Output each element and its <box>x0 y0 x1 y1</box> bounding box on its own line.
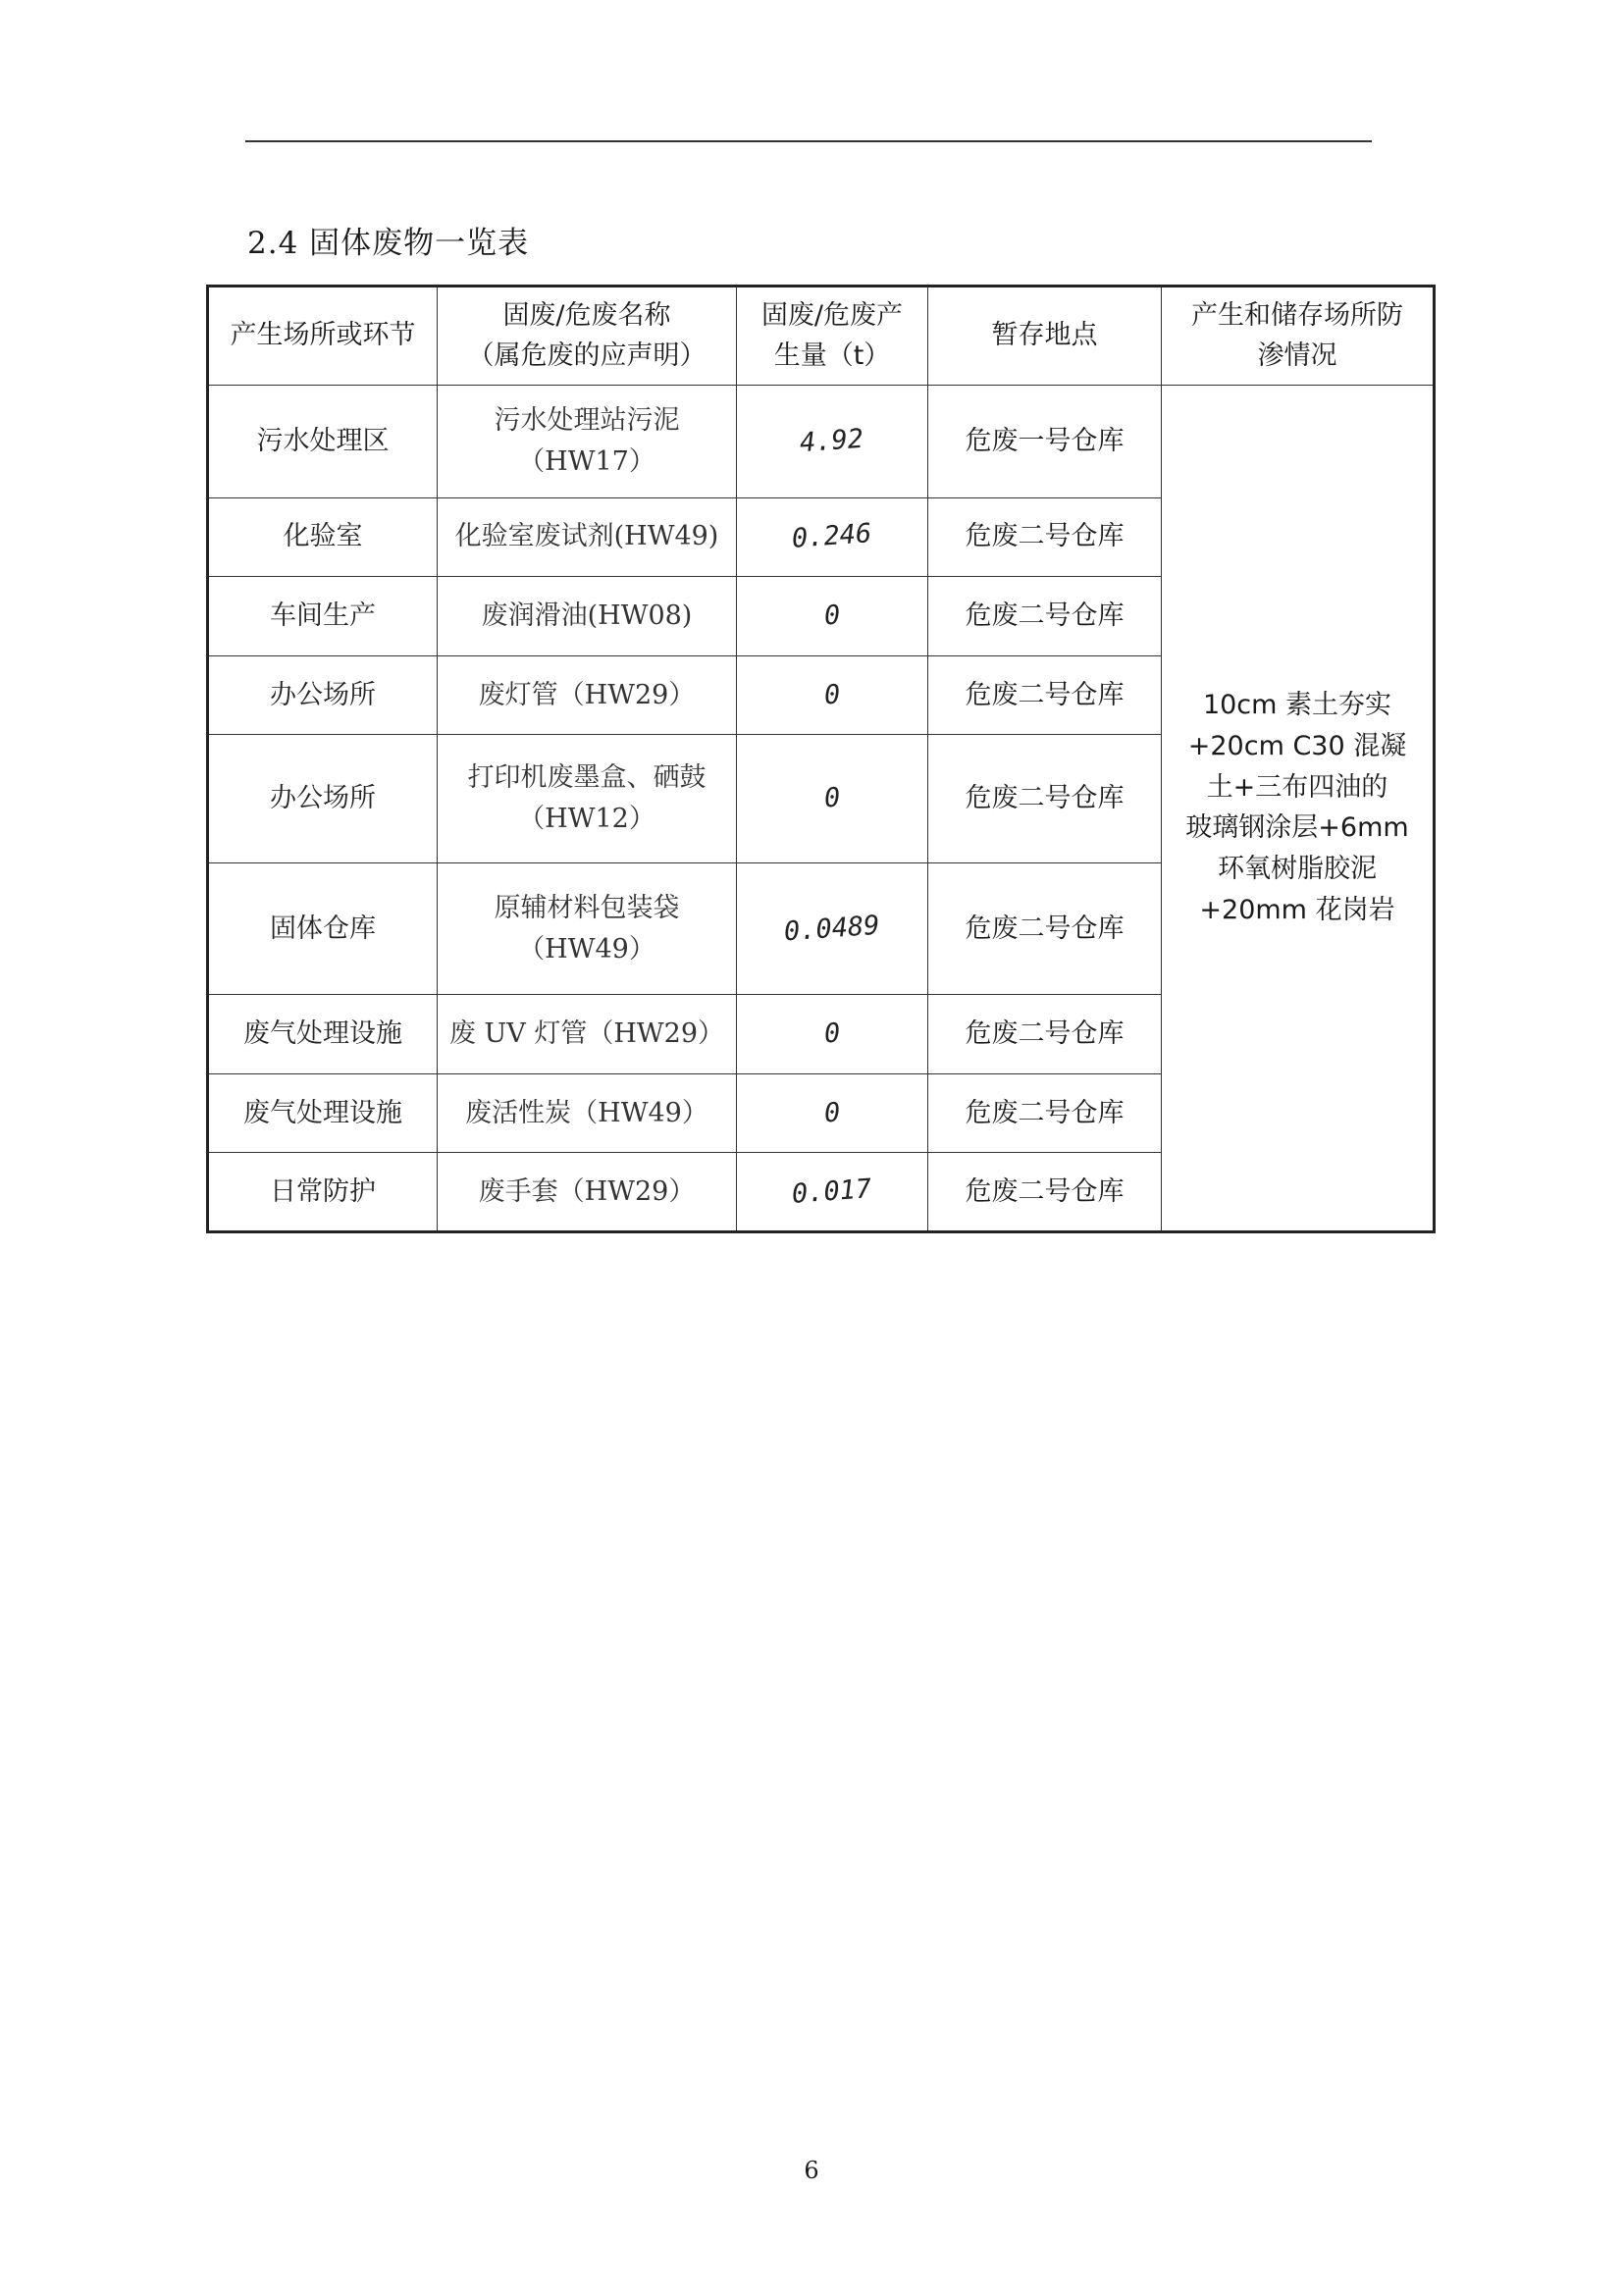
row-place: 废气处理设施 <box>208 1073 438 1153</box>
row-waste-name: 污水处理站污泥 （HW17） <box>438 385 737 497</box>
header-treatment: 产生和储存场所防 渗情况 <box>1162 287 1435 386</box>
row-place: 日常防护 <box>208 1153 438 1232</box>
header-location: 暂存地点 <box>928 287 1162 386</box>
row-amount: 0 <box>737 1073 928 1153</box>
row-waste-name: 打印机废墨盒、硒鼓 （HW12） <box>438 735 737 863</box>
row-storage-location: 危废二号仓库 <box>928 577 1162 656</box>
row-amount: 0 <box>737 995 928 1074</box>
row-place: 车间生产 <box>208 577 438 656</box>
row-amount: 0.246 <box>737 497 928 577</box>
row-waste-name: 废手套（HW29） <box>438 1153 737 1232</box>
row-waste-name: 废灯管（HW29） <box>438 655 737 735</box>
row-storage-location: 危废二号仓库 <box>928 995 1162 1074</box>
row-waste-name: 废活性炭（HW49） <box>438 1073 737 1153</box>
row-place: 化验室 <box>208 497 438 577</box>
solid-waste-table <box>206 285 1436 1233</box>
header-name: 固废/危废名称 （属危废的应声明） <box>438 287 737 386</box>
row-place: 办公场所 <box>208 655 438 735</box>
page-number: 6 <box>804 2157 819 2184</box>
row-storage-location: 危废二号仓库 <box>928 735 1162 863</box>
row-waste-name: 化验室废试剂(HW49) <box>438 497 737 577</box>
row-storage-location: 危废一号仓库 <box>928 385 1162 497</box>
section-title: 2.4 固体废物一览表 <box>247 226 530 261</box>
row-amount: 0 <box>737 735 928 863</box>
row-place: 污水处理区 <box>208 385 438 497</box>
table-row <box>208 385 1435 497</box>
row-storage-location: 危废二号仓库 <box>928 863 1162 995</box>
row-amount: 0 <box>737 577 928 656</box>
row-amount: 0 <box>737 655 928 735</box>
row-waste-name: 原辅材料包装袋 （HW49） <box>438 863 737 995</box>
row-amount: 0.017 <box>737 1153 928 1232</box>
row-place: 办公场所 <box>208 735 438 863</box>
row-storage-location: 危废二号仓库 <box>928 1153 1162 1232</box>
row-storage-location: 危废二号仓库 <box>928 497 1162 577</box>
row-place: 固体仓库 <box>208 863 438 995</box>
row-waste-name: 废 UV 灯管（HW29） <box>438 995 737 1074</box>
row-amount: 0.0489 <box>737 863 928 995</box>
row-place: 废气处理设施 <box>208 995 438 1074</box>
table-header-row <box>208 287 1435 386</box>
row-waste-name: 废润滑油(HW08) <box>438 577 737 656</box>
header-place: 产生场所或环节 <box>208 287 438 386</box>
header-amount: 固废/危废产 生量（t） <box>737 287 928 386</box>
row-amount: 4.92 <box>737 385 928 497</box>
seepage-protection-cell: 10cm 素土夯实 +20cm C30 混凝 土+三布四油的 玻璃钢涂层+6mm 环氧树脂胶泥 +20mm 花岗岩 <box>1162 385 1435 1231</box>
header-rule <box>245 140 1372 142</box>
row-storage-location: 危废二号仓库 <box>928 1073 1162 1153</box>
row-storage-location: 危废二号仓库 <box>928 655 1162 735</box>
